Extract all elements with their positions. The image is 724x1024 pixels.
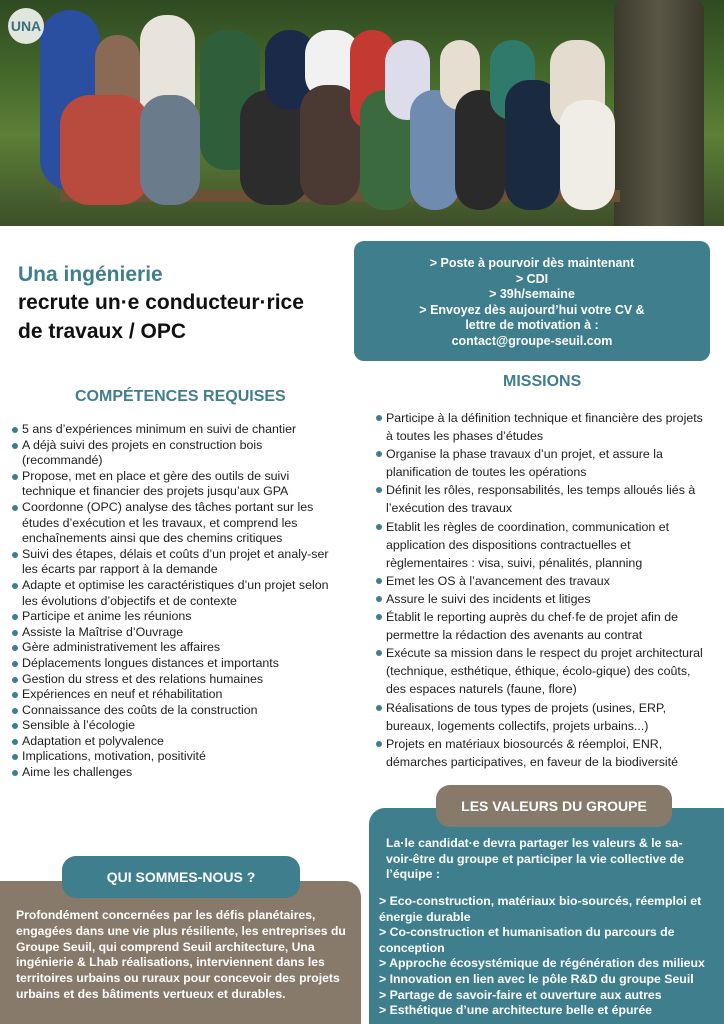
list-item: Déplacements longues distances et importants	[12, 656, 342, 672]
contact-email[interactable]: contact@groupe-seuil.com	[451, 333, 613, 348]
list-item: Connaissance des coûts de la construction	[12, 703, 342, 719]
list-item: Exécute sa mission dans le respect du projet architectural (technique, esthétique, éthique, écolo-gique) des coûts, des espaces naturels (faune, flore)	[376, 644, 712, 698]
list-item: Gestion du stress et des relations humaines	[12, 672, 342, 688]
una-logo: UNA	[8, 8, 44, 44]
list-item: Établit le reporting auprès du chef·fe de projet afin de permettre la rédaction des avenants au contrat	[376, 608, 712, 644]
list-item: Emet les OS à l’avancement des travaux	[376, 572, 712, 590]
list-item: Assiste la Maîtrise d’Ouvrage	[12, 625, 342, 641]
tree-trunk	[614, 0, 704, 226]
list-item: Propose, met en place et gère des outils de suivi technique et financier des projets jusqu’aux GPA	[12, 469, 342, 500]
list-item: Coordonne (OPC) analyse des tâches portant sur les études d’exécution et les travaux, et comprend les enchaînements ainsi que des chemins critiques	[12, 500, 342, 547]
title-company: Una ingénierie	[18, 263, 163, 286]
list-item: > Esthétique d’une architecture belle et épurée	[379, 1003, 653, 1018]
list-item: > Innovation en lien avec le pôle R&D du groupe Seuil	[379, 971, 694, 986]
list-item: Etablit les règles de coordination, communication et application des dispositions contractuelles et règlementaires : visa, suivi, pénalités, planning	[376, 518, 712, 572]
list-item: Expériences en neuf et réhabilitation	[12, 687, 342, 703]
list-item: Adaptation et polyvalence	[12, 734, 342, 750]
list-item: Suivi des étapes, délais et coûts d’un projet et analy-ser les écarts par rapport à la demande	[12, 547, 342, 578]
skills-heading: COMPÉTENCES REQUISES	[75, 388, 286, 405]
missions-heading: MISSIONS	[503, 373, 582, 390]
list-item: Implications, motivation, positivité	[12, 749, 342, 765]
list-item: Définit les rôles, responsabilités, les temps alloués liés à l’exécution des travaux	[376, 481, 712, 517]
job-hours: > 39h/semaine	[489, 287, 575, 302]
list-item: Réalisations de tous types de projets (usines, ERP, bureaux, logements collectifs, projets urbains...)	[376, 699, 712, 735]
values-heading: LES VALEURS DU GROUPE	[436, 785, 672, 827]
about-text: Profondément concernées par les défis planétaires, engagées dans une vie plus résiliente, les entreprises du Groupe Seuil, qui comprend Seuil architecture, Una ingénierie & Lhab réalisations, interviennent dans les territoires urbains ou ruraux pour concevoir des projets urbains et des bâtiments vertueux et durables.	[16, 908, 346, 1001]
job-contract: > CDI	[515, 271, 549, 286]
list-item: Gère administrativement les affaires	[12, 640, 342, 656]
about-heading: QUI SOMMES-NOUS ?	[62, 856, 300, 898]
list-item: Sensible à l’écologie	[12, 718, 342, 734]
team-photo	[0, 0, 724, 226]
page-title	[18, 262, 338, 346]
list-item: 5 ans d’expériences minimum en suivi de chantier	[12, 422, 342, 438]
list-item: Participe à la définition technique et financière des projets à toutes les phases d’études	[376, 409, 712, 445]
job-availability: > Poste à pourvoir dès maintenant	[429, 256, 635, 270]
job-apply-2: lettre de motivation à :	[465, 318, 599, 333]
missions-list	[376, 409, 712, 771]
list-item: Participe et anime les réunions	[12, 609, 342, 625]
job-apply: > Envoyez dès aujourd’hui votre CV &	[419, 302, 645, 317]
values-intro: La·le candidat·e devra partager les valeurs & le sa-voir-être du groupe et participer la vie collective de l’équipe :	[386, 836, 684, 882]
list-item: A déjà suivi des projets en construction bois (recommandé)	[12, 438, 342, 469]
list-item: Projets en matériaux biosourcés & réemploi, ENR, démarches participatives, en faveur de la biodiversité	[376, 735, 712, 771]
title-role-line2: de travaux / OPC	[18, 320, 187, 343]
list-item: Organise la phase travaux d’un projet, et assure la planification de toutes les opérations	[376, 445, 712, 481]
list-item: > Approche écosystémique de régénération des milieux	[379, 956, 705, 971]
list-item: > Eco-construction, matériaux bio-sourcés, réemploi et énergie durable	[379, 894, 702, 924]
job-info-box	[354, 241, 710, 361]
list-item: > Partage de savoir-faire et ouverture aux autres	[379, 987, 662, 1002]
values-list	[379, 894, 719, 1019]
skills-list	[12, 422, 342, 781]
title-role-line1: recrute un·e conducteur·rice	[18, 291, 304, 314]
list-item: Assure le suivi des incidents et litiges	[376, 590, 712, 608]
list-item: Adapte et optimise les caractéristiques d’un projet selon les évolutions d’objectifs et de contexte	[12, 578, 342, 609]
list-item: > Co-construction et humanisation du parcours de conception	[379, 925, 675, 955]
list-item: Aime les challenges	[12, 765, 342, 781]
